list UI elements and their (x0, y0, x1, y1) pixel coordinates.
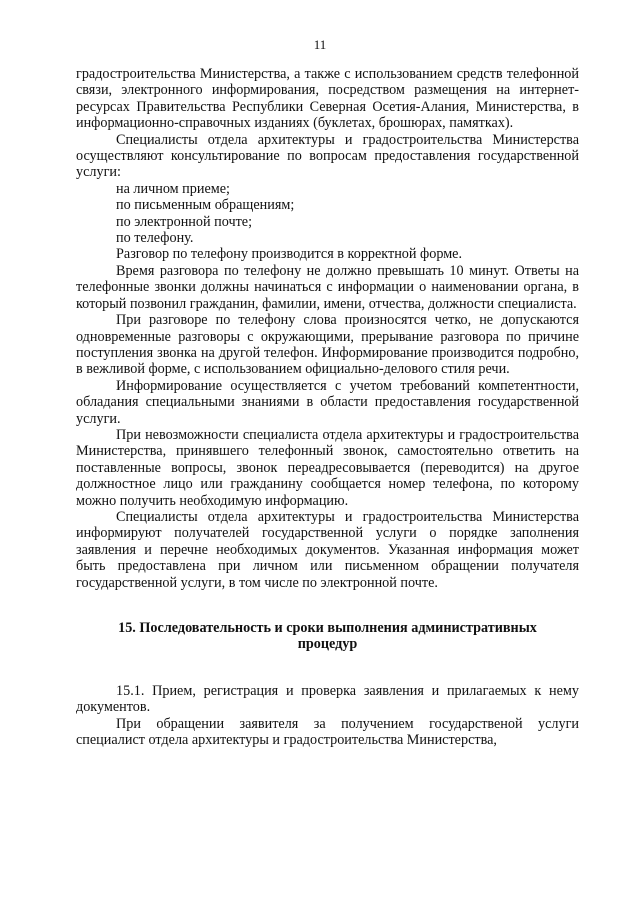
paragraph: Время разговора по телефону не должно превышать 10 минут. Ответы на телефонные звонки должны начинаться с информации о наименовании органа, в который позвонил гражданин, фамилии, имени, отчества, должности специалиста. (76, 262, 579, 312)
list-item: по телефону. (116, 230, 194, 247)
paragraph: Информирование осуществляется с учетом требований компетентности, обладания специальными знаниями в области предоставления государственной услуги. (76, 377, 579, 427)
list-item: на личном приеме; (116, 180, 230, 197)
list-item: по письменным обращениям; (116, 197, 295, 214)
page-number: 11 (313, 37, 327, 52)
paragraph: При невозможности специалиста отдела архитектуры и градостроительства Министерства, принявшего телефонный звонок, самостоятельно ответить на поставленные вопросы, звонок переадресовывается (переводится) на другое должностное лицо или гражданину сообщается номер телефона, по которому можно получить необходимую информацию. (76, 426, 579, 509)
paragraph: При обращении заявителя за получением государственой услуги специалист отдела архитектуры и градостроительства Министерства, (76, 715, 579, 749)
paragraphs-after (76, 683, 579, 749)
paragraph: При разговоре по телефону слова произносятся четко, не допускаются одновременные разговоры с окружающими, прерывание разговора по причине поступления звонка на другой телефон. Информирование производится подробно, в вежливой форме, с использованием официально-делового стиля речи. (76, 312, 579, 378)
paragraph: Специалисты отдела архитектуры и градостроительства Министерства информируют получателей государственной услуги о порядке заполнения заявления и перечне необходимых документов. Указанная информация может быть предоставлена при личном или письменном обращении получателя государственной услуги, в том числе по электронной почте. (76, 508, 579, 591)
paragraph: градостроительства Министерства, а также с использованием средств телефонной связи, электронного информирования, посредством размещения на интернет-ресурсах Правительства Республики Северная Осетия-Алания, Министерства, в информационно-справочных изданиях (буклетах, брошюрах, памятках). (76, 66, 579, 132)
list-item: по электронной почте; (116, 213, 253, 230)
paragraph: 15.1. Прием, регистрация и проверка заявления и прилагаемых к нему документов. (76, 682, 579, 716)
list-item: Разговор по телефону производится в корректной форме. (116, 246, 463, 263)
document-body (76, 66, 579, 748)
section-heading: 15. Последовательность и сроки выполнения административных процедур (118, 620, 537, 653)
paragraphs-before (76, 66, 579, 591)
paragraph: Специалисты отдела архитектуры и градостроительства Министерства осуществляют консультирование по вопросам предоставления государственной услуги: (76, 131, 579, 181)
